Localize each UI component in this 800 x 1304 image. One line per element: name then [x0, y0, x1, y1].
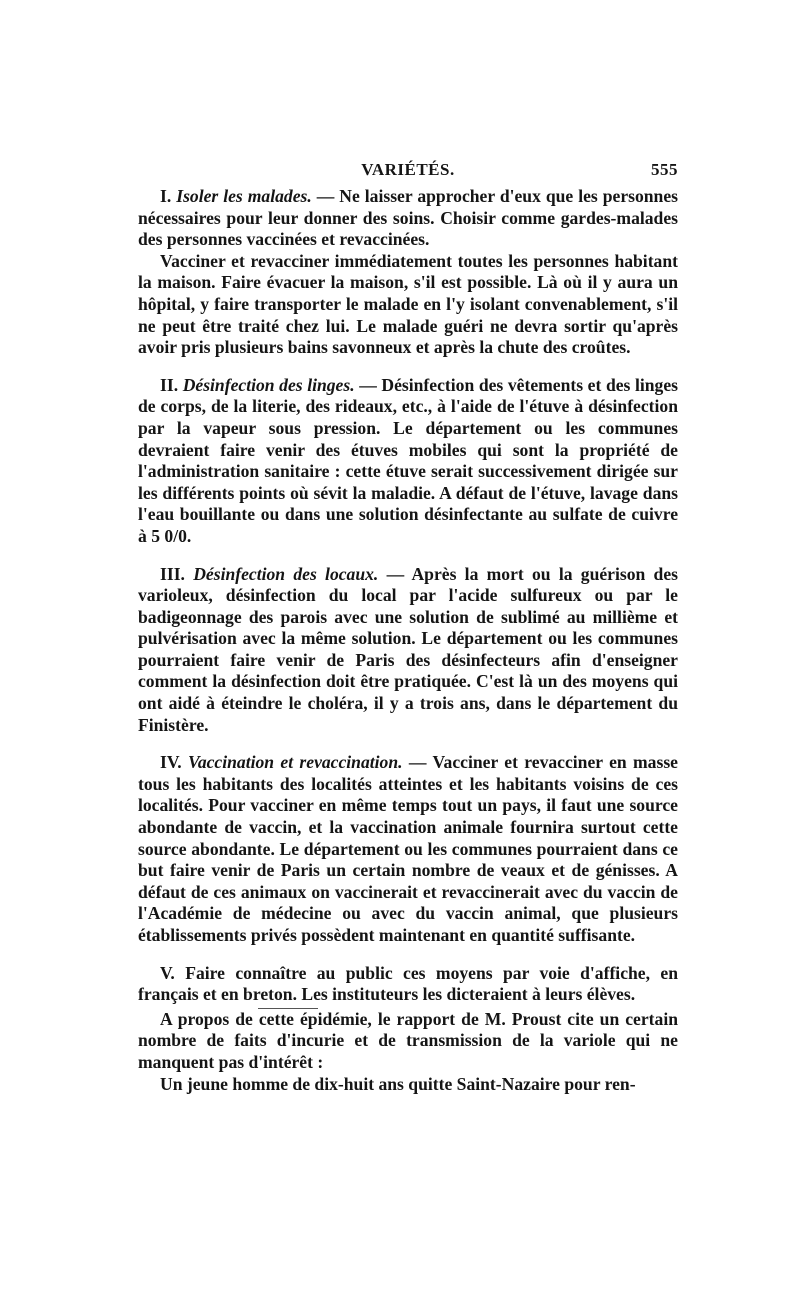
- section-numeral: IV.: [160, 752, 182, 773]
- section-text: — Ne laisser approcher d'eux que les personnes nécessaires pour leur donner des soins. Choisir comme gardes-malades des personnes vaccinées et revaccinées.: [138, 186, 678, 250]
- paragraph-affiche: [138, 963, 678, 1006]
- section-title: VARIÉTÉS.: [361, 160, 455, 179]
- paragraph-vaccination: [138, 752, 678, 946]
- section-heading: Vaccination et revaccination.: [188, 752, 403, 773]
- section-numeral: I.: [160, 186, 172, 206]
- section-text: — Désinfection des vêtements et des linges de corps, de la literie, des rideaux, etc., à l'aide de l'étuve à désinfection par la vapeur sous pression. Le département ou les communes devraient faire venir des étuves mobiles qui sont la propriété de l'administration sanitaire : cette étuve serait successivement dirigée sur les différents points où sévit la maladie. A défaut de l'étuve, lavage dans l'eau bouillante ou dans une solution désinfectante au sulfate de cuivre à 5 0/0.: [138, 374, 678, 546]
- section-heading: Isoler les malades.: [176, 186, 312, 206]
- section-text: — Vacciner et revacciner en masse tous les habitants des localités atteintes et les habitants voisins de ces localités. Pour vacciner en même temps tout un pays, il faut une source abondante de vaccin, et la vaccination animale fournira surtout cette source abondante. Le département ou les communes pourraient dans ce but faire venir de Paris un certain nombre de veaux et de génisses. A défaut de ces animaux on vaccinerait et revaccinerait avec du vaccin de l'Académie de médecine ou avec du vaccin animal, que plusieurs établissements privés possèdent maintenant en quantité suffisante.: [138, 752, 678, 945]
- section-heading: Désinfection des locaux.: [193, 563, 379, 584]
- closing-text: A propos de cette épidémie, le rapport de M. Proust cite un certain nombre de faits d'incurie et de transmission de la variole qui ne manquent pas d'intérêt :: [138, 1008, 678, 1072]
- running-header: [138, 160, 678, 182]
- closing-text: Un jeune homme de dix-huit ans quitte Saint-Nazaire pour ren-: [160, 1073, 636, 1094]
- paragraph-desinfection-locaux: [138, 564, 678, 737]
- section-heading: Désinfection des linges.: [182, 374, 355, 395]
- paragraph-desinfection-linges: [138, 375, 678, 548]
- section-text: — Après la mort ou la guérison des varioleux, désinfection du local par l'acide sulfureux ou par le badigeonnage des parois avec une solution de sublimé au millième et pulvérisation avec la même solution. Le département ou les communes pourraient faire venir de Paris des désinfecteurs afin d'enseigner comment la désinfection doit être pratiquée. C'est là un des moyens qui ont aidé à éteindre le choléra, il y a trois ans, dans le département du Finistère.: [138, 563, 678, 735]
- section-text: Vacciner et revacciner immédiatement toutes les personnes habitant la maison. Faire évacuer la maison, s'il est possible. Là où il y aura un hôpital, y faire transporter le malade en l'y isolant convenablement, s'il ne peut être traité chez lui. Le malade guéri ne devra sortir qu'après avoir pris plusieurs bains savonneux et après la chute des croûtes.: [138, 250, 678, 358]
- paragraph-jeune-homme: [138, 1074, 678, 1096]
- section-numeral: V.: [160, 962, 175, 983]
- page-body: [138, 186, 678, 1095]
- paragraph-rapport: [138, 1009, 678, 1074]
- page-number: 555: [651, 160, 678, 179]
- section-text: Faire connaître au public ces moyens par voie d'affiche, en français et en breton. Les instituteurs les dicteraient à leurs élèves.: [138, 962, 678, 1005]
- paragraph-vacciner: [138, 251, 678, 359]
- paragraph-isoler: [138, 186, 678, 251]
- section-numeral: III.: [160, 563, 185, 584]
- section-numeral: II.: [160, 374, 179, 395]
